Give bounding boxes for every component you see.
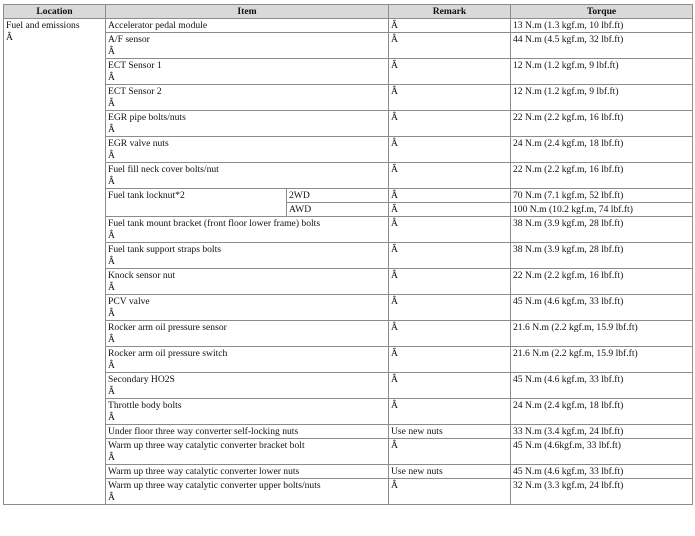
- table-row: [4, 465, 693, 479]
- remark-cell: Â: [389, 59, 511, 85]
- torque-cell: 13 N.m (1.3 kgf.m, 10 lbf.ft): [511, 19, 693, 33]
- torque-cell: 21.6 N.m (2.2 kgf.m, 15.9 lbf.ft): [511, 347, 693, 373]
- remark-cell: Â: [389, 85, 511, 111]
- remark-cell: Â: [389, 373, 511, 399]
- header-item: Item: [106, 5, 389, 19]
- table-row: [4, 19, 693, 33]
- item-marker: Â: [108, 176, 115, 187]
- remark-cell: Â: [389, 203, 511, 217]
- item-cell: [106, 321, 389, 347]
- remark-cell: Use new nuts: [389, 465, 511, 479]
- item-marker: Â: [108, 492, 115, 503]
- item-label: ECT Sensor 2: [108, 86, 162, 97]
- torque-spec-table: [3, 4, 693, 505]
- remark-cell: Â: [389, 111, 511, 137]
- remark-cell: Â: [389, 137, 511, 163]
- item-cell: [106, 295, 389, 321]
- item-cell: [106, 243, 389, 269]
- item-cell: [106, 399, 389, 425]
- location-cell: [4, 19, 106, 505]
- variant-cell: 2WD: [287, 189, 389, 203]
- table-row: [4, 373, 693, 399]
- item-cell: [106, 425, 389, 439]
- variant-cell: AWD: [287, 203, 389, 217]
- item-marker: Â: [108, 282, 115, 293]
- location-marker: Â: [6, 32, 13, 43]
- item-cell: [106, 33, 389, 59]
- item-cell: [106, 189, 287, 217]
- torque-cell: 22 N.m (2.2 kgf.m, 16 lbf.ft): [511, 163, 693, 189]
- torque-cell: 24 N.m (2.4 kgf.m, 18 lbf.ft): [511, 137, 693, 163]
- torque-cell: 45 N.m (4.6 kgf.m, 33 lbf.ft): [511, 373, 693, 399]
- table-row: [4, 295, 693, 321]
- item-marker: Â: [108, 360, 115, 371]
- item-label: Under floor three way converter self-locking nuts: [108, 426, 299, 437]
- table-row: [4, 243, 693, 269]
- torque-cell: 12 N.m (1.2 kgf.m, 9 lbf.ft): [511, 85, 693, 111]
- table-row: [4, 439, 693, 465]
- table-row: [4, 399, 693, 425]
- item-label: Fuel fill neck cover bolts/nut: [108, 164, 219, 175]
- remark-cell: Â: [389, 295, 511, 321]
- table-row: [4, 269, 693, 295]
- item-cell: [106, 137, 389, 163]
- torque-cell: 33 N.m (3.4 kgf.m, 24 lbf.ft): [511, 425, 693, 439]
- item-label: EGR pipe bolts/nuts: [108, 112, 186, 123]
- remark-cell: Â: [389, 399, 511, 425]
- torque-spec-table-container: [3, 4, 693, 505]
- table-row: [4, 33, 693, 59]
- item-cell: [106, 373, 389, 399]
- item-label: A/F sensor: [108, 34, 150, 45]
- torque-cell: 38 N.m (3.9 kgf.m, 28 lbf.ft): [511, 243, 693, 269]
- table-row: [4, 163, 693, 189]
- torque-cell: 45 N.m (4.6 kgf.m, 33 lbf.ft): [511, 465, 693, 479]
- item-label: Warm up three way catalytic converter bracket bolt: [108, 440, 305, 451]
- remark-cell: Â: [389, 189, 511, 203]
- table-row: [4, 479, 693, 505]
- item-cell: [106, 269, 389, 295]
- item-label: PCV valve: [108, 296, 150, 307]
- item-cell: [106, 347, 389, 373]
- item-cell: [106, 163, 389, 189]
- item-cell: [106, 439, 389, 465]
- item-cell: [106, 479, 389, 505]
- torque-cell: 70 N.m (7.1 kgf.m, 52 lbf.ft): [511, 189, 693, 203]
- item-marker: Â: [108, 46, 115, 57]
- item-marker: Â: [108, 386, 115, 397]
- item-marker: Â: [108, 72, 115, 83]
- torque-cell: 44 N.m (4.5 kgf.m, 32 lbf.ft): [511, 33, 693, 59]
- item-cell: [106, 465, 389, 479]
- item-label: Fuel tank locknut*2: [108, 190, 185, 201]
- table-row: [4, 347, 693, 373]
- item-cell: [106, 85, 389, 111]
- remark-cell: Â: [389, 269, 511, 295]
- item-marker: Â: [108, 412, 115, 423]
- remark-cell: Â: [389, 33, 511, 59]
- item-marker: Â: [108, 256, 115, 267]
- item-cell: [106, 59, 389, 85]
- header-remark: Remark: [389, 5, 511, 19]
- remark-cell: Â: [389, 217, 511, 243]
- torque-cell: 24 N.m (2.4 kgf.m, 18 lbf.ft): [511, 399, 693, 425]
- item-marker: Â: [108, 150, 115, 161]
- remark-cell: Use new nuts: [389, 425, 511, 439]
- header-torque: Torque: [511, 5, 693, 19]
- item-marker: Â: [108, 230, 115, 241]
- table-row: [4, 189, 693, 203]
- header-location: Location: [4, 5, 106, 19]
- item-label: EGR valve nuts: [108, 138, 169, 149]
- torque-cell: 21.6 N.m (2.2 kgf.m, 15.9 lbf.ft): [511, 321, 693, 347]
- item-marker: Â: [108, 124, 115, 135]
- torque-cell: 45 N.m (4.6 kgf.m, 33 lbf.ft): [511, 295, 693, 321]
- item-marker: Â: [108, 452, 115, 463]
- item-label: Fuel tank support straps bolts: [108, 244, 221, 255]
- torque-cell: 12 N.m (1.2 kgf.m, 9 lbf.ft): [511, 59, 693, 85]
- item-marker: Â: [108, 334, 115, 345]
- table-row: [4, 85, 693, 111]
- item-marker: Â: [108, 308, 115, 319]
- torque-cell: 22 N.m (2.2 kgf.m, 16 lbf.ft): [511, 269, 693, 295]
- item-cell: [106, 111, 389, 137]
- remark-cell: Â: [389, 347, 511, 373]
- remark-cell: Â: [389, 243, 511, 269]
- remark-cell: Â: [389, 19, 511, 33]
- table-row: [4, 425, 693, 439]
- item-label: Rocker arm oil pressure sensor: [108, 322, 227, 333]
- item-label: Secondary HO2S: [108, 374, 175, 385]
- item-label: ECT Sensor 1: [108, 60, 162, 71]
- torque-cell: 32 N.m (3.3 kgf.m, 24 lbf.ft): [511, 479, 693, 505]
- torque-cell: 38 N.m (3.9 kgf.m, 28 lbf.ft): [511, 217, 693, 243]
- remark-cell: Â: [389, 163, 511, 189]
- table-row: [4, 217, 693, 243]
- item-cell: [106, 217, 389, 243]
- item-label: Fuel tank mount bracket (front floor lower frame) bolts: [108, 218, 321, 229]
- torque-cell: 22 N.m (2.2 kgf.m, 16 lbf.ft): [511, 111, 693, 137]
- table-row: [4, 321, 693, 347]
- item-label: Knock sensor nut: [108, 270, 176, 281]
- torque-cell: 45 N.m (4.6kgf.m, 33 lbf.ft): [511, 439, 693, 465]
- table-header-row: [4, 5, 693, 19]
- remark-cell: Â: [389, 321, 511, 347]
- remark-cell: Â: [389, 479, 511, 505]
- table-row: [4, 59, 693, 85]
- table-row: [4, 111, 693, 137]
- table-row: [4, 137, 693, 163]
- item-marker: Â: [108, 98, 115, 109]
- torque-cell: 100 N.m (10.2 kgf.m, 74 lbf.ft): [511, 203, 693, 217]
- remark-cell: Â: [389, 439, 511, 465]
- item-label: Warm up three way catalytic converter lower nuts: [108, 466, 300, 477]
- item-label: Rocker arm oil pressure switch: [108, 348, 228, 359]
- item-label: Warm up three way catalytic converter upper bolts/nuts: [108, 480, 321, 491]
- location-label: Fuel and emissions: [6, 20, 80, 31]
- item-cell: [106, 19, 389, 33]
- item-label: Accelerator pedal module: [108, 20, 208, 31]
- item-label: Throttle body bolts: [108, 400, 182, 411]
